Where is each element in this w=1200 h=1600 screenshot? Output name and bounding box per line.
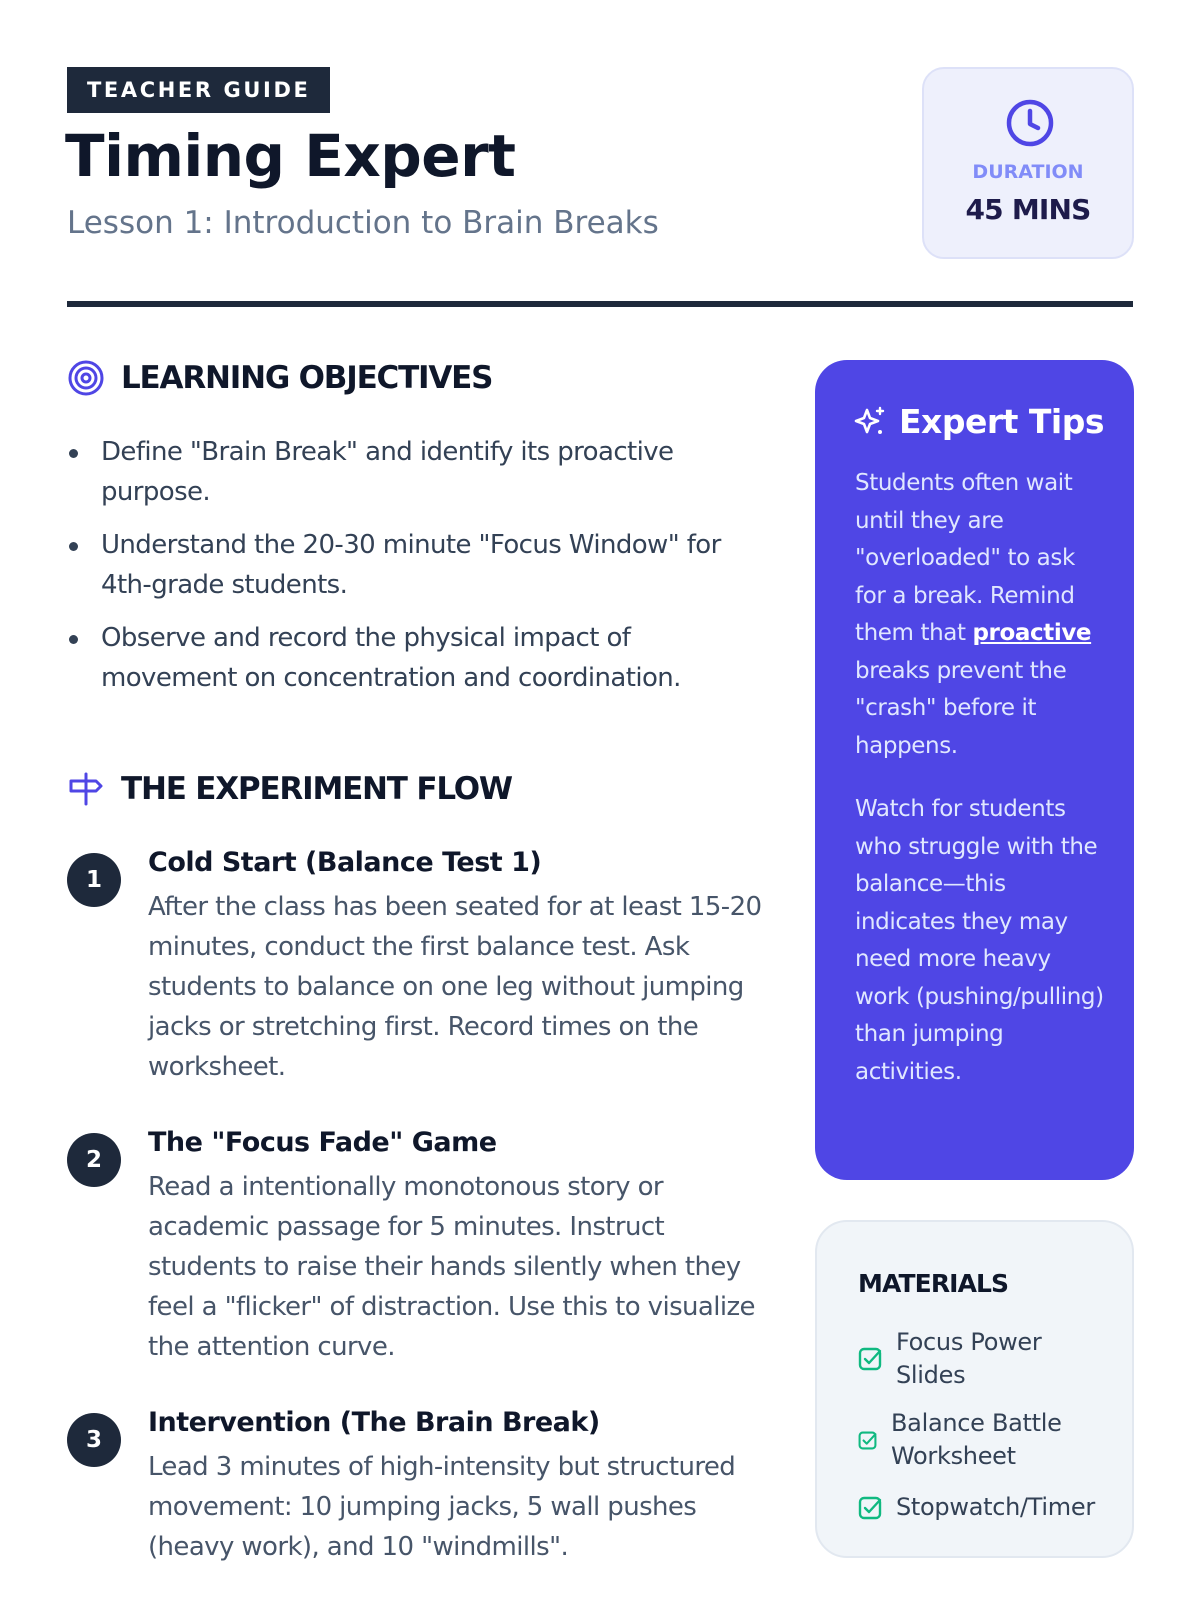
materials-item-label: Focus Power Slides	[896, 1328, 1042, 1389]
duration-label: DURATION	[972, 161, 1084, 183]
objectives-heading-text: LEARNING OBJECTIVES	[121, 360, 493, 396]
materials-item-label: Balance Battle Worksheet	[891, 1409, 1062, 1470]
step-description: Lead 3 minutes of high-intensity but structured movement: 10 jumping jacks, 5 wall pushes (heavy work), and 10 "windmills".	[148, 1452, 736, 1562]
tip-paragraph: Watch for students who struggle with the balance—this indicates they may need more heavy work (pushing/pulling) than jumping activities.	[855, 796, 1104, 1085]
check-square-icon	[858, 1496, 882, 1520]
materials-item	[858, 1326, 1076, 1392]
teacher-guide-page	[67, 0, 1133, 1600]
duration-value: 45 MINS	[965, 193, 1091, 226]
target-icon	[67, 359, 105, 397]
step-description: After the class has been seated for at least 15-20 minutes, conduct the first balance test. Ask students to balance on one leg without jumping jacks or stretching first. Record times on the worksheet.	[148, 892, 762, 1082]
step-title: Cold Start (Balance Test 1)	[148, 847, 542, 878]
step-description: Read a intentionally monotonous story or academic passage for 5 minutes. Instruct students to raise their hands silently when they feel a "flicker" of distraction. Use this to visualize the attention curve.	[148, 1172, 755, 1362]
lesson-subtitle: Lesson 1: Introduction to Brain Breaks	[67, 205, 659, 241]
header-divider	[67, 301, 1133, 307]
materials-item	[858, 1491, 1095, 1524]
flow-heading	[67, 770, 512, 808]
list-item: Observe and record the physical impact of movement on concentration and coordination.	[67, 618, 767, 698]
teacher-guide-badge: TEACHER GUIDE	[67, 67, 330, 113]
tips-body	[855, 465, 1107, 1117]
check-square-icon	[858, 1347, 882, 1371]
tip-paragraph	[855, 465, 1107, 765]
materials-item	[858, 1407, 1071, 1473]
materials-heading: MATERIALS	[858, 1269, 1009, 1298]
step-title: Intervention (The Brain Break)	[148, 1407, 600, 1438]
tip-text: Students often wait until they are "overloaded" to ask for a break. Remind them that	[855, 470, 1075, 646]
tip-text: breaks prevent the "crash" before it happens.	[855, 657, 1067, 759]
objectives-heading	[67, 359, 492, 397]
step-number: 1	[67, 853, 121, 907]
tips-heading	[853, 402, 1104, 441]
sparkles-icon	[853, 405, 887, 439]
expert-tips-card	[815, 360, 1134, 1180]
tips-heading-text: Expert Tips	[899, 402, 1104, 441]
page-title: Timing Expert	[65, 122, 516, 190]
duration-card	[922, 67, 1134, 259]
materials-card	[815, 1220, 1134, 1558]
list-item: Understand the 20-30 minute "Focus Window" for 4th-grade students.	[67, 525, 767, 605]
step-title: The "Focus Fade" Game	[148, 1127, 497, 1158]
materials-item-label: Stopwatch/Timer	[896, 1493, 1095, 1521]
flow-heading-text: THE EXPERIMENT FLOW	[121, 771, 512, 807]
step-number: 3	[67, 1413, 121, 1467]
objectives-list	[67, 432, 767, 711]
signpost-icon	[67, 770, 105, 808]
list-item: Define "Brain Break" and identify its proactive purpose.	[67, 432, 767, 512]
step-number: 2	[67, 1133, 121, 1187]
clock-icon	[1004, 97, 1056, 149]
check-square-icon	[858, 1431, 877, 1450]
tip-emphasis: proactive	[972, 620, 1092, 646]
